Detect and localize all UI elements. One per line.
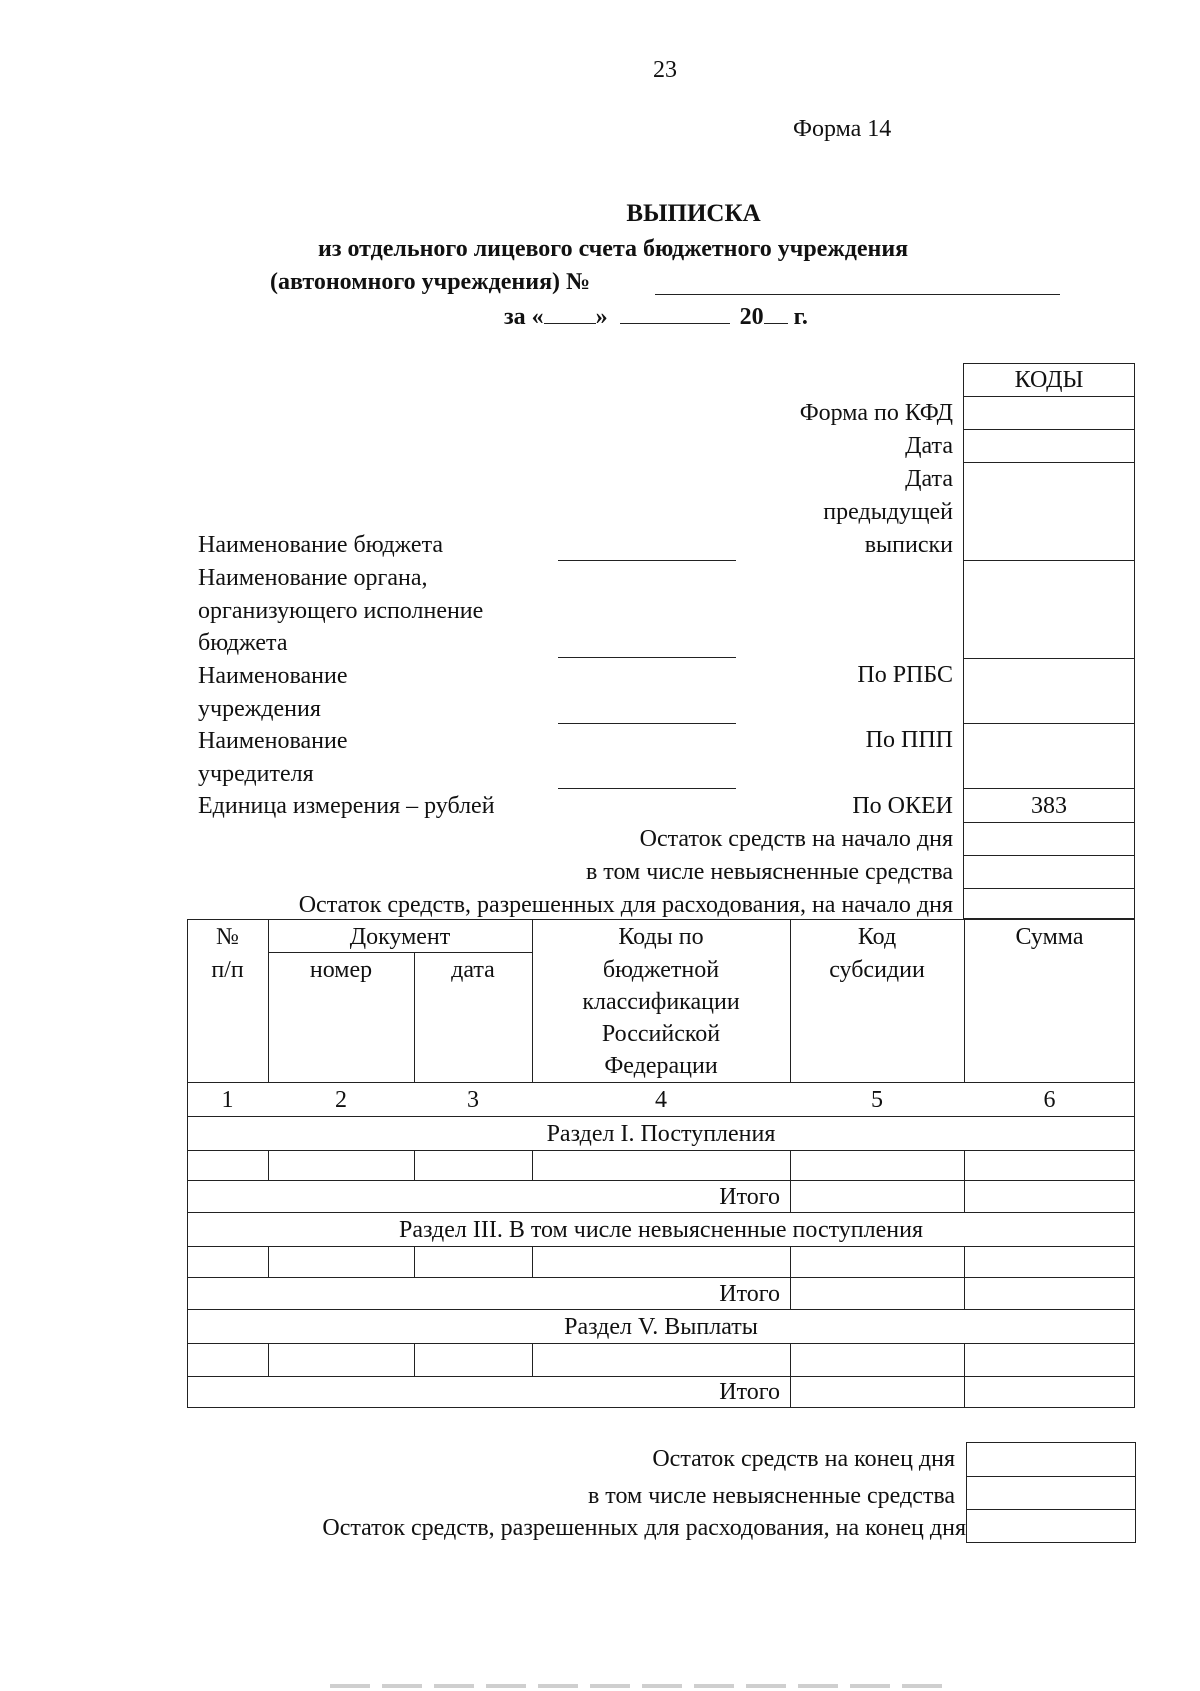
header-doc-number: номер — [309, 957, 373, 983]
founder-name-line[interactable] — [558, 788, 736, 789]
table-rule — [187, 1116, 1135, 1117]
year-prefix: 20 — [739, 304, 764, 330]
institution-name-line[interactable] — [558, 723, 736, 724]
codes-rule — [963, 788, 1135, 789]
date-label: Дата — [905, 433, 953, 459]
end-balance-cell[interactable] — [967, 1443, 1135, 1476]
form-kfd-code-cell[interactable] — [963, 397, 1135, 429]
form-label: Форма 14 — [793, 116, 892, 142]
date-mid: » — [595, 304, 608, 330]
end-allowed-cell[interactable] — [967, 1510, 1135, 1542]
header-codes-4: Российской — [601, 1021, 721, 1047]
start-allowed-label: Остаток средств, разрешенных для расходования, на начало дня — [298, 892, 953, 918]
ppp-label: По ППП — [865, 727, 953, 753]
okei-label: По ОКЕИ — [852, 793, 953, 819]
founder-label-2: учредителя — [198, 761, 314, 787]
organ-label-1: Наименование органа, — [198, 565, 428, 591]
section-1-total-label: Итого — [719, 1184, 780, 1210]
year-blank[interactable] — [764, 301, 788, 324]
account-number-label: (автономного учреждения) № — [270, 269, 591, 295]
section-3-total-subsidy-cell[interactable] — [791, 1278, 963, 1309]
end-balance-label: Остаток средств на конец дня — [652, 1446, 955, 1472]
organ-name-line[interactable] — [558, 657, 736, 658]
section-5-total-label: Итого — [719, 1379, 780, 1405]
section-3-entry-row[interactable] — [188, 1247, 1134, 1277]
document-subtitle: из отдельного лицевого счета бюджетного учреждения — [318, 236, 909, 262]
organ-label-2: организующего исполнение — [198, 598, 484, 624]
start-unclear-label: в том числе невыясненные средства — [585, 859, 953, 885]
day-blank[interactable] — [544, 301, 596, 324]
header-codes-2: бюджетной — [602, 957, 720, 983]
unit-label: Единица измерения – рублей — [198, 793, 495, 819]
document-title: ВЫПИСКА — [626, 200, 761, 227]
rpbs-label: По РПБС — [857, 662, 953, 688]
okei-code-value: 383 — [1031, 793, 1067, 819]
start-balance-label: Остаток средств на начало дня — [639, 826, 953, 852]
header-codes-1: Коды по — [618, 924, 704, 950]
section-3-total-sum-cell[interactable] — [965, 1278, 1134, 1309]
header-num-1: № — [216, 924, 239, 950]
form-kfd-label: Форма по КФД — [799, 400, 953, 426]
prev-statement-date-cell[interactable] — [963, 463, 1135, 560]
header-sum: Сумма — [1015, 924, 1084, 950]
rpbs-code-cell[interactable] — [963, 659, 1135, 723]
start-balance-cell[interactable] — [963, 823, 1135, 855]
section-3-title: Раздел III. В том числе невыясненные поступления — [398, 1217, 924, 1243]
table-rule — [187, 1082, 1135, 1083]
end-unclear-label: в том числе невыясненные средства — [587, 1483, 955, 1509]
statement-date — [504, 301, 808, 333]
header-subsidy-1: Код — [857, 924, 897, 950]
col-number: 1 — [221, 1087, 234, 1113]
prev-date-label-1: Дата — [905, 466, 953, 492]
section-5-entry-row[interactable] — [188, 1344, 1134, 1376]
col-number: 4 — [655, 1087, 667, 1113]
end-unclear-cell[interactable] — [967, 1477, 1135, 1509]
section-3-total-label: Итого — [719, 1281, 780, 1307]
section-5-total-subsidy-cell[interactable] — [791, 1377, 963, 1407]
section-5-title: Раздел V. Выплаты — [564, 1314, 758, 1340]
year-suffix: г. — [793, 304, 808, 330]
budget-name-line[interactable] — [558, 560, 736, 561]
section-1-entry-row[interactable] — [188, 1151, 1134, 1180]
institution-label-2: учреждения — [198, 696, 321, 722]
col-number: 6 — [1043, 1087, 1056, 1113]
page-number: 23 — [653, 57, 677, 83]
section-5-total-sum-cell[interactable] — [965, 1377, 1134, 1407]
col-number: 5 — [871, 1087, 883, 1113]
codes-header: КОДЫ — [1014, 367, 1084, 393]
institution-label-1: Наименование — [198, 663, 348, 689]
header-document: Документ — [349, 924, 451, 950]
start-allowed-cell[interactable] — [963, 889, 1135, 919]
ppp-code-cell[interactable] — [963, 724, 1135, 788]
organ-label-3: бюджета — [198, 630, 288, 656]
start-unclear-cell[interactable] — [963, 856, 1135, 888]
month-blank[interactable] — [620, 301, 730, 324]
end-allowed-label: Остаток средств, разрешенных для расходования, на конец дня — [322, 1515, 966, 1541]
prev-date-label-3: выписки — [864, 532, 953, 558]
section-1-title: Раздел I. Поступления — [546, 1121, 776, 1147]
prev-date-label-2: предыдущей — [823, 499, 953, 525]
date-prefix: за « — [504, 304, 544, 330]
budget-name-label: Наименование бюджета — [198, 532, 444, 558]
founder-label-1: Наименование — [198, 728, 348, 754]
account-number-line[interactable] — [655, 294, 1060, 295]
header-codes-5: Федерации — [604, 1053, 718, 1079]
header-num-2: п/п — [211, 957, 244, 983]
section-1-total-subsidy-cell[interactable] — [791, 1181, 963, 1212]
organ-code-cell[interactable] — [963, 561, 1135, 658]
table-rule — [187, 1309, 1135, 1310]
header-codes-3: классификации — [582, 989, 740, 1015]
col-number: 3 — [467, 1087, 479, 1113]
header-subsidy-2: субсидии — [829, 957, 925, 983]
date-code-cell[interactable] — [963, 430, 1135, 462]
col-number: 2 — [335, 1087, 347, 1113]
table-rule — [187, 1212, 1135, 1213]
section-1-total-sum-cell[interactable] — [965, 1181, 1134, 1212]
header-doc-date: дата — [451, 957, 495, 983]
scan-edge-artifact — [330, 1684, 950, 1688]
